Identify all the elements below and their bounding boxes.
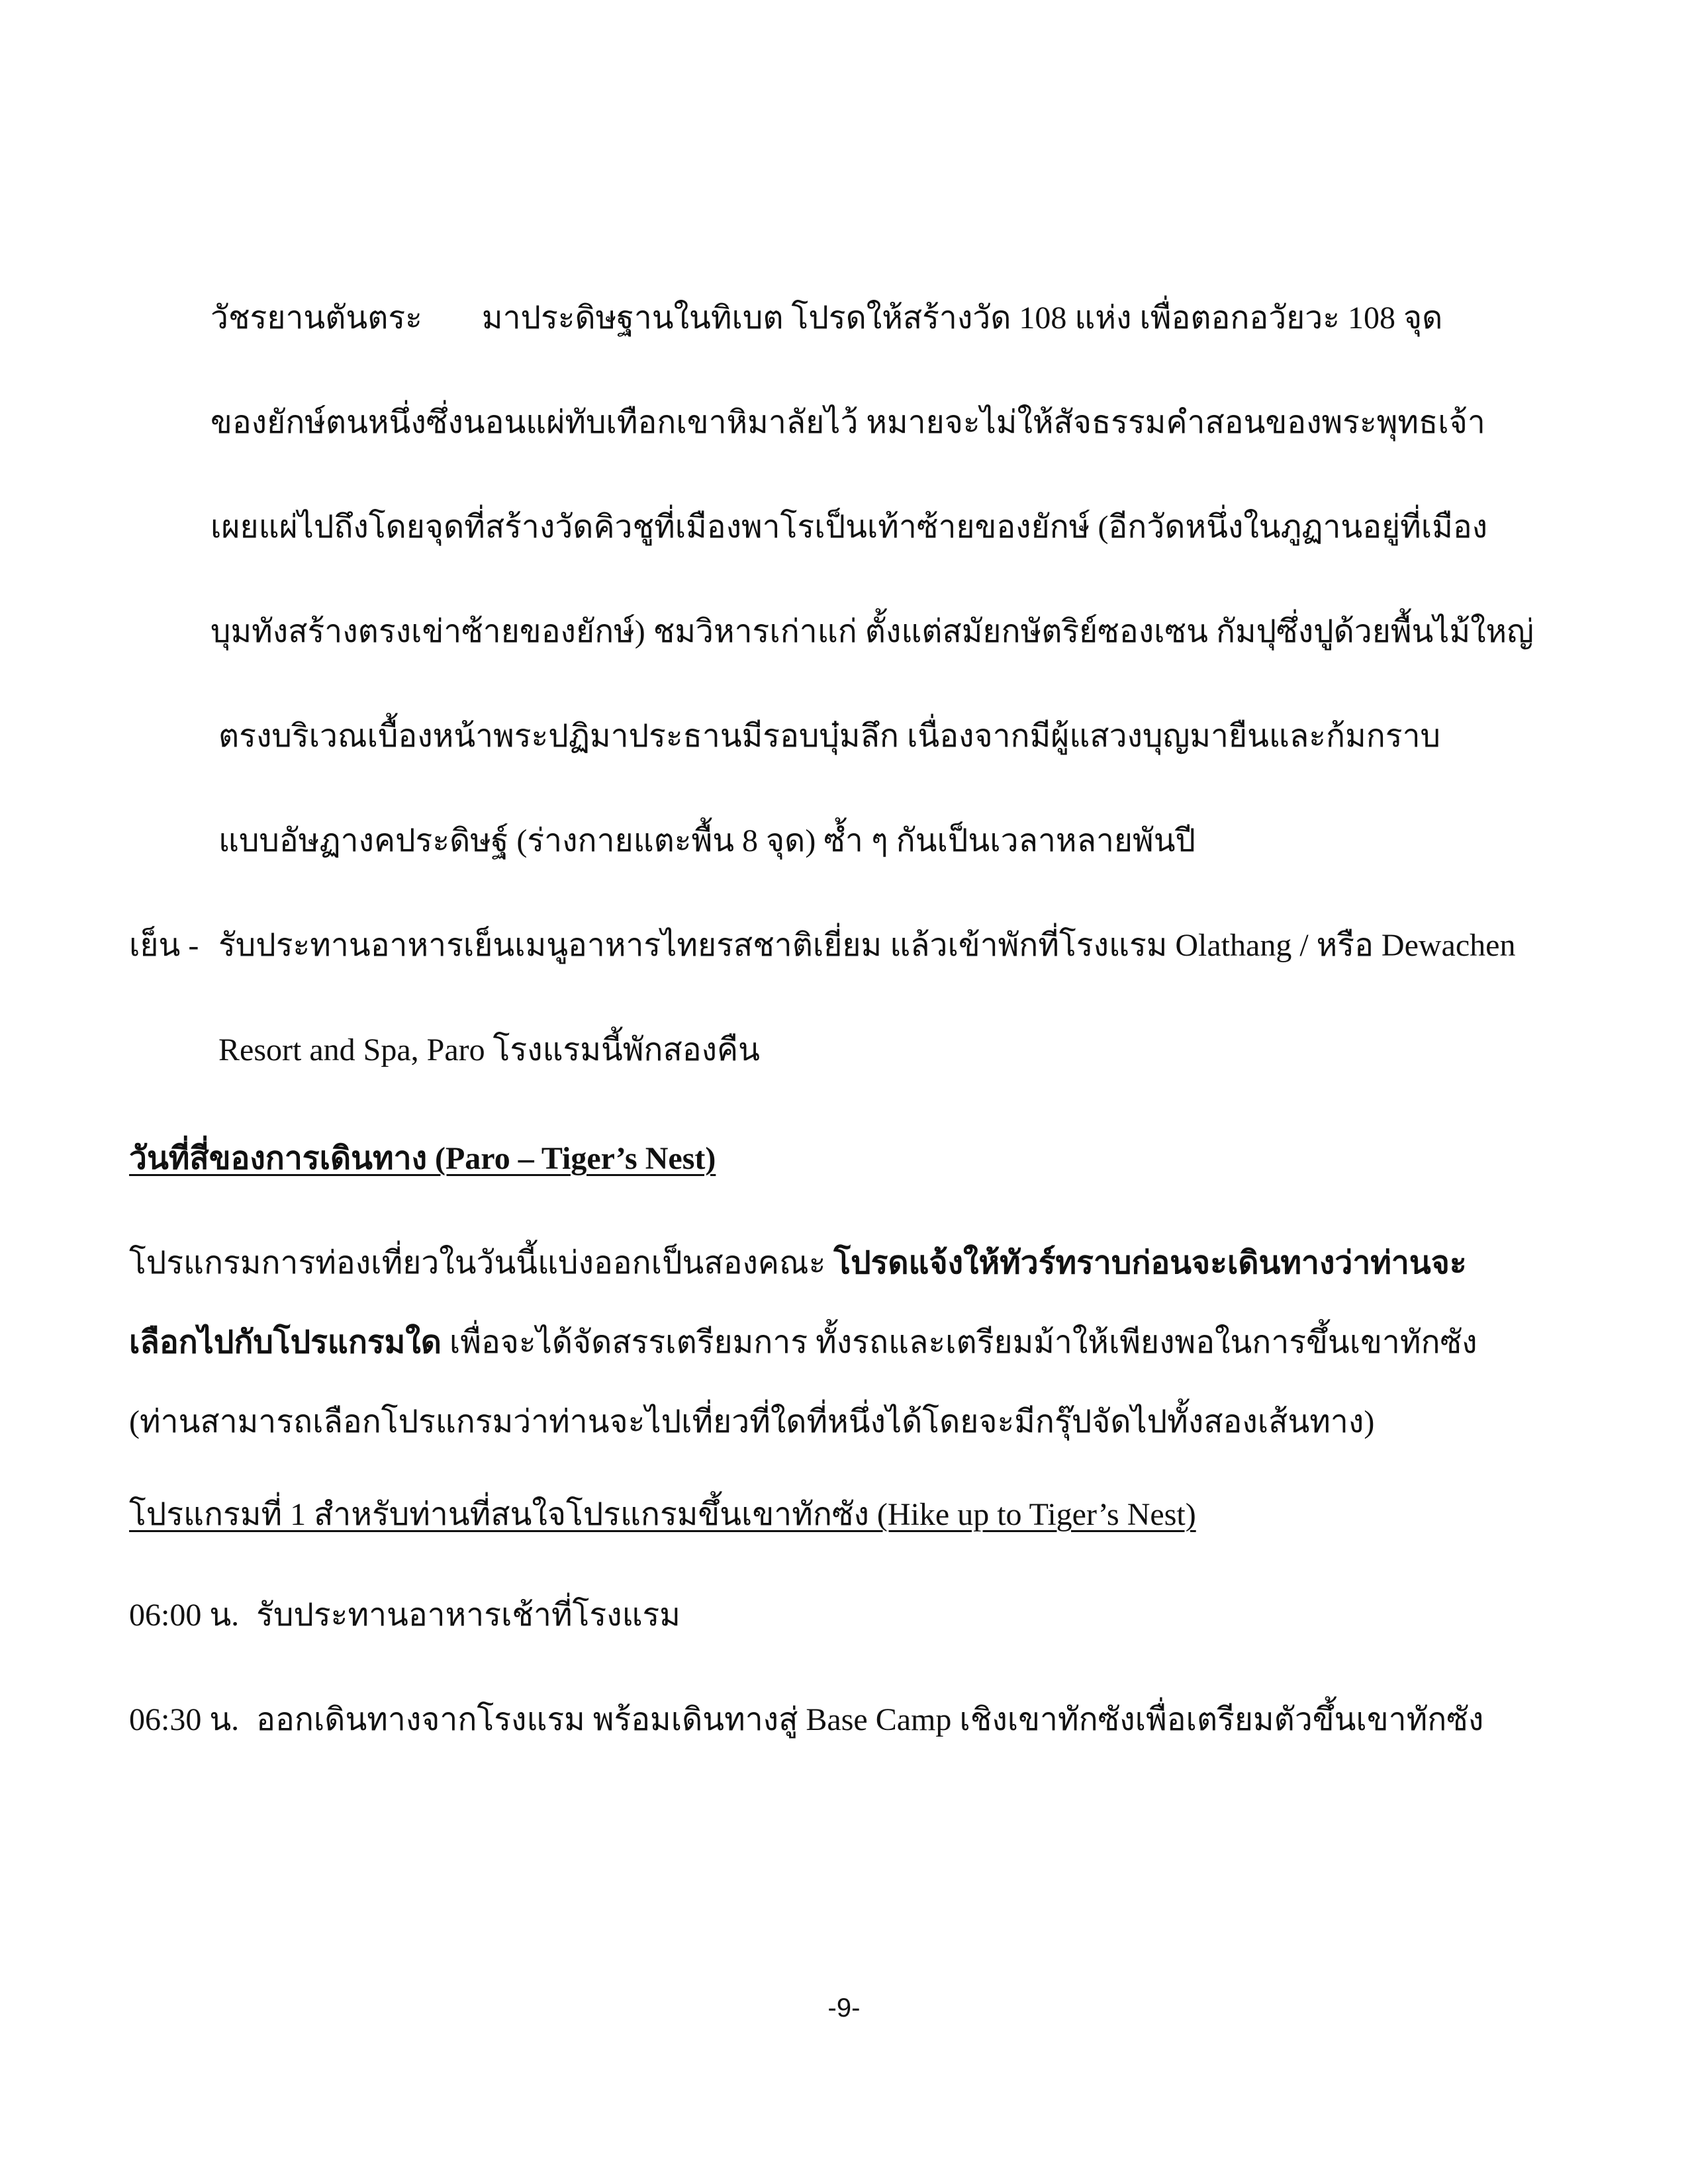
body-line-5: ตรงบริเวณเบื้องหน้าพระปฏิมาประธานมีรอบบุ๋มลึก เนื่องจากมีผู้แสวงบุญมายืนและก้มกราบ [218,719,1440,754]
schedule-time: 06:30 น. [129,1702,240,1737]
schedule-text: รับประทานอาหารเช้าที่โรงแรม [256,1598,680,1633]
day4-intro-line-2 [129,1324,1477,1362]
day4-heading: วันที่สี่ของการเดินทาง (Paro – Tiger’s Nest) [129,1141,716,1176]
day4-intro-line-3: (ท่านสามารถเลือกโปรแกรมว่าท่านจะไปเที่ยวที่ใดที่หนึ่งได้โดยจะมีกรุ๊ปจัดไปทั้งสองเส้นทาง) [129,1404,1375,1439]
body-line-3: เผยแผ่ไปถึงโดยจุดที่สร้างวัดคิวชูที่เมืองพาโรเป็นเท้าซ้ายของยักษ์ (อีกวัดหนึ่งในภูฏานอยู่ที่เมือง [211,510,1488,545]
schedule-item-2 [129,1701,1483,1739]
schedule-time: 06:00 น. [129,1598,240,1633]
body-line-1 [211,299,1442,338]
body-line-1-rest: มาประดิษฐานในทิเบต โปรดให้สร้างวัด 108 แห่ง เพื่อตอกอวัยวะ 108 จุด [481,300,1443,336]
intro-line-1-normal: โปรแกรมการท่องเที่ยวในวันนี้แบ่งออกเป็นสองคณะ [129,1246,834,1281]
body-line-2: ของยักษ์ตนหนึ่งซึ่งนอนแผ่ทับเทือกเขาหิมาลัยไว้ หมายจะไม่ให้สัจธรรมคำสอนของพระพุทธเจ้า [211,405,1485,440]
body-line-1-start: วัชรยานตันตระ [211,300,422,336]
evening-line-2: Resort and Spa, Paro โรงแรมนี้พักสองคืน [218,1032,760,1068]
evening-label: เย็น - [129,928,199,963]
intro-line-1-bold: โปรดแจ้งให้ทัวร์ทราบก่อนจะเดินทางว่าท่านจะ [833,1246,1467,1281]
body-line-6: แบบอัษฏางคประดิษฐ์ (ร่างกายแตะพื้น 8 จุด) ซ้ำ ๆ กันเป็นเวลาหลายพันปี [218,823,1196,858]
day4-intro-line-1 [129,1244,1467,1283]
evening-line-1: รับประทานอาหารเย็นเมนูอาหารไทยรสชาติเยี่ยม แล้วเข้าพักที่โรงแรม Olathang / หรือ Dewachen [218,928,1516,963]
body-line-4: บุมทังสร้างตรงเข่าซ้ายของยักษ์) ชมวิหารเก่าแก่ ตั้งแต่สมัยกษัตริย์ซองเซน กัมปุซึ่งปูด้วยพื้นไม้ใหญ่ [211,614,1534,649]
schedule-text: ออกเดินทางจากโรงแรม พร้อมเดินทางสู่ Base Camp เชิงเขาทักซังเพื่อเตรียมตัวขึ้นเขาทักซัง [256,1702,1484,1737]
intro-line-2-bold: เลือกไปกับโปรแกรมใด [129,1325,442,1360]
page-number: -9- [827,1993,861,2023]
program1-heading: โปรแกรมที่ 1 สำหรับท่านที่สนใจโปรแกรมขึ้นเขาทักซัง (Hike up to Tiger’s Nest) [129,1497,1196,1532]
schedule-item-1 [129,1596,680,1635]
intro-line-2-normal: เพื่อจะได้จัดสรรเตรียมการ ทั้งรถและเตรียมม้าให้เพียงพอในการขึ้นเขาทักซัง [441,1325,1477,1360]
